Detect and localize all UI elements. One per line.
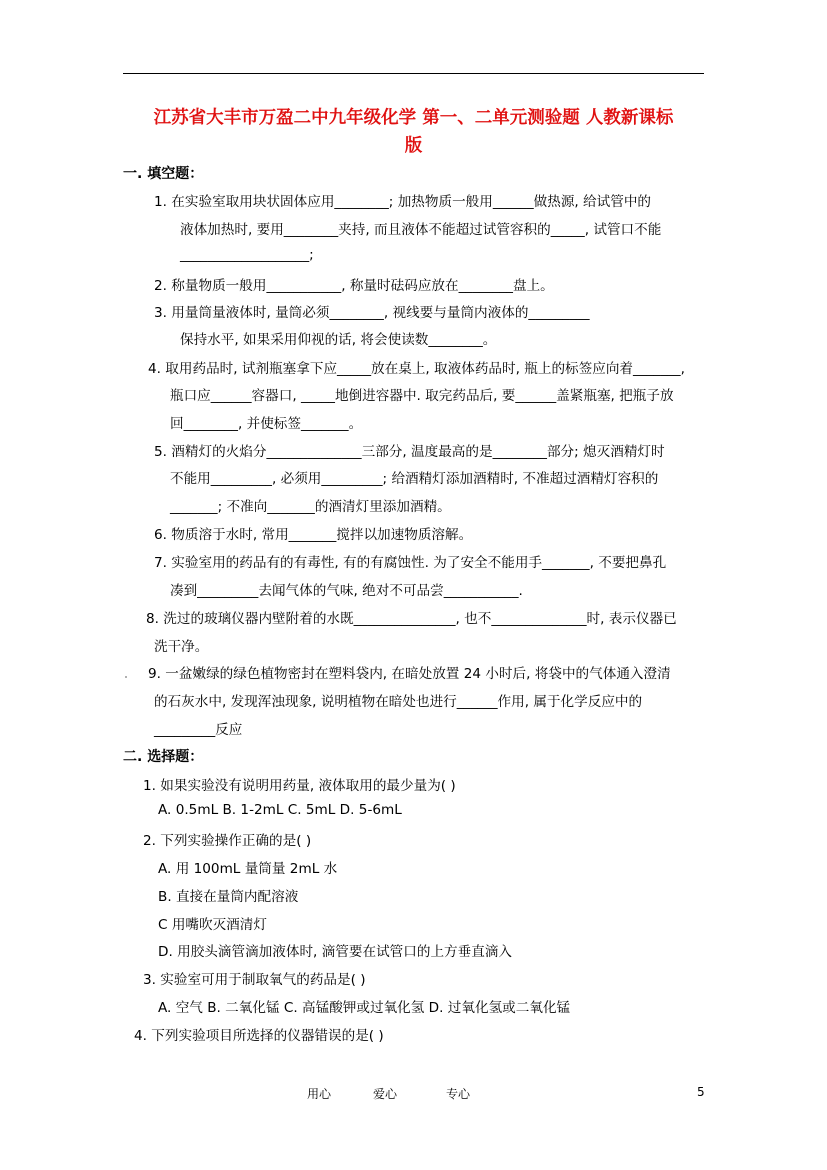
section-heading-choice: 二. 选择题：: [123, 749, 204, 765]
footer-motto: 用心: [307, 1087, 332, 1101]
question-line: ___________________;: [180, 247, 314, 263]
question-line: 凑到_________去闻气体的气味, 绝对不可品尝___________.: [170, 583, 523, 599]
question-line: 2. 下列实验操作正确的是( ): [143, 833, 312, 849]
answer-options: A. 0.5mL B. 1-2mL C. 5mL D. 5-6mL: [158, 802, 402, 818]
footer-motto: 爱心: [373, 1087, 398, 1101]
question-line: 5. 酒精灯的火焰分______________三部分, 温度最高的是________部分; 熄灭酒精灯时: [154, 444, 665, 460]
footer-motto: 专心: [446, 1087, 471, 1101]
question-line: 回________, 并使标签_______。: [170, 416, 363, 432]
page-number: 5: [697, 1085, 705, 1099]
section-heading-fill-in: 一. 填空题：: [123, 166, 204, 182]
question-line: 液体加热时, 要用________夹持, 而且液体不能超过试管容积的_____, 试管口不能: [180, 222, 662, 238]
question-line: _________反应: [154, 722, 243, 738]
question-line: 7. 实验室用的药品有的有毒性, 有的有腐蚀性. 为了安全不能用手_______, 不要把鼻孔: [154, 555, 667, 571]
question-line: 1. 在实验室取用块状固体应用________; 加热物质一般用______做热源, 给试管中的: [154, 194, 652, 210]
stray-dot: [125, 676, 127, 678]
answer-option: B. 直接在量筒内配溶液: [158, 889, 299, 905]
answer-option: D. 用胶头滴管滴加液体时, 滴管要在试管口的上方垂直滴入: [158, 944, 512, 960]
question-line: 3. 实验室可用于制取氧气的药品是( ): [143, 972, 366, 988]
question-line: 3. 用量筒量液体时, 量筒必须________, 视线要与量筒内液体的_________: [154, 305, 590, 321]
question-line: 6. 物质溶于水时, 常用_______搅拌以加速物质溶解。: [154, 527, 473, 543]
question-line: 洗干净。: [154, 639, 209, 655]
document-title-line-1: 江苏省大丰市万盈二中九年级化学 第一、二单元测验题 人教新课标: [153, 108, 674, 128]
document-title-line-2: 版: [404, 136, 423, 156]
answer-options: A. 空气 B. 二氧化锰 C. 高锰酸钾或过氧化氢 D. 过氧化氢或二氧化锰: [158, 1000, 571, 1016]
answer-option: A. 用 100mL 量筒量 2mL 水: [158, 861, 338, 877]
question-line: 不能用_________, 必须用_________; 给酒精灯添加酒精时, 不准超过酒精灯容积的: [170, 471, 659, 487]
question-line: 瓶口应______容器口, _____地倒进容器中. 取完药品后, 要______盖紧瓶塞, 把瓶子放: [170, 388, 674, 404]
answer-option: C 用嘴吹灭酒清灯: [158, 917, 267, 933]
header-rule: [123, 73, 704, 74]
question-line: 9. 一盆嫩绿的绿色植物密封在塑料袋内, 在暗处放置 24 小时后, 将袋中的气体通入澄清: [148, 666, 671, 682]
question-line: 的石灰水中, 发现浑浊现象, 说明植物在暗处也进行______作用, 属于化学反应中的: [154, 694, 643, 710]
question-line: 2. 称量物质一般用___________, 称量时砝码应放在________盘上。: [154, 278, 554, 294]
question-line: 1. 如果实验没有说明用药量, 液体取用的最少量为( ): [143, 778, 456, 794]
question-line: 8. 洗过的玻璃仪器内壁附着的水既_______________, 也不______________时, 表示仪器已: [146, 611, 677, 627]
question-line: 4. 取用药品时, 试剂瓶塞拿下应_____放在桌上, 取液体药品时, 瓶上的标签应向着_______,: [148, 361, 685, 377]
question-line: _______; 不准向_______的酒清灯里添加酒精。: [170, 499, 451, 515]
question-line: 4. 下列实验项目所选择的仪器错误的是( ): [134, 1028, 384, 1044]
question-line: 保持水平, 如果采用仰视的话, 将会使读数________。: [180, 332, 497, 348]
